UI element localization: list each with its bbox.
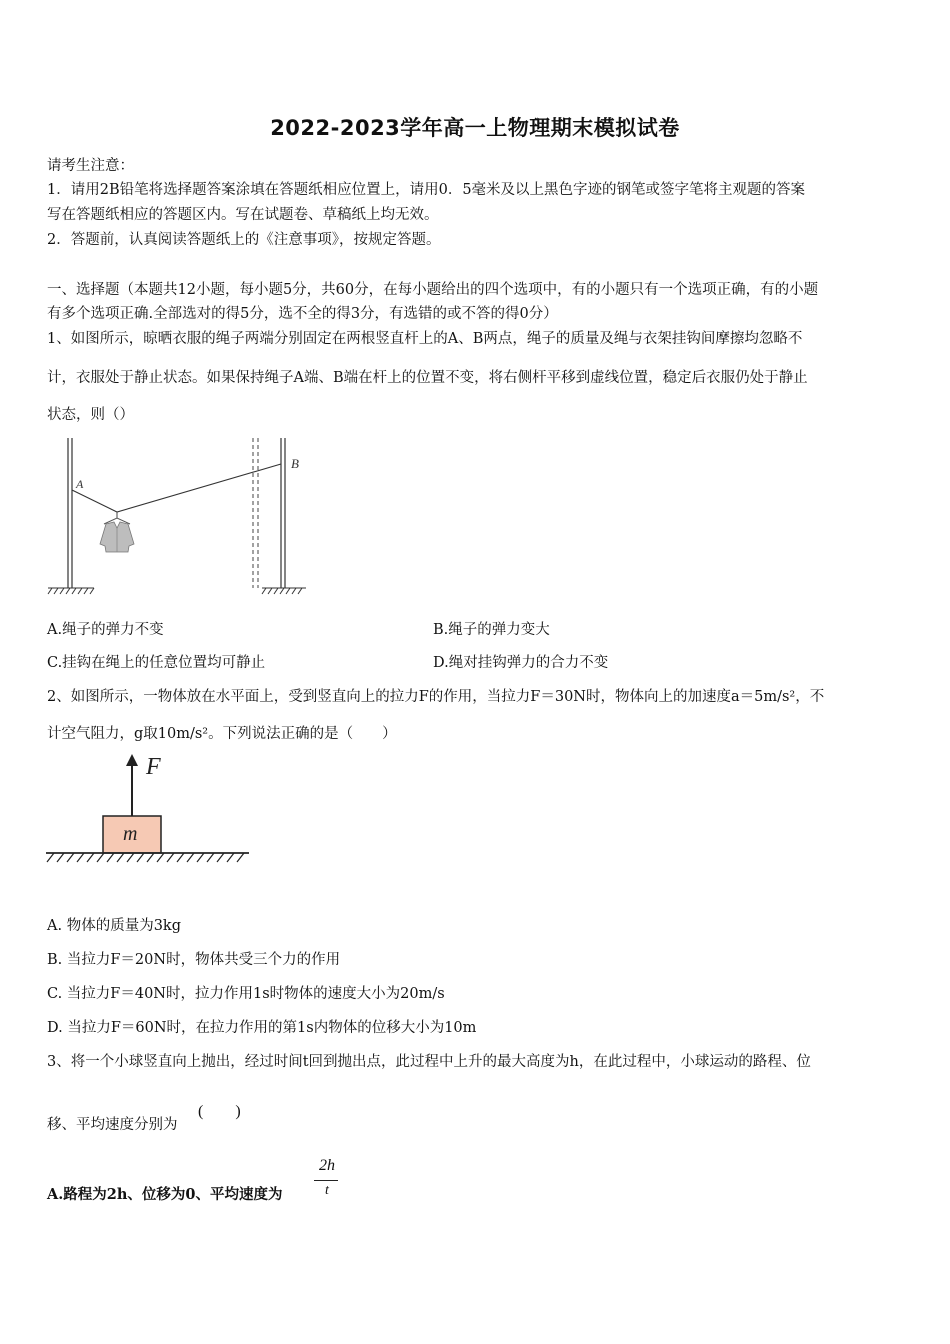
notice-item-2: 2．答题前，认真阅读答题纸上的《注意事项》，按规定答题。 [47,232,441,248]
ground-right [262,588,306,594]
fraction-bar [314,1180,338,1181]
ground-left [48,588,94,594]
label-a: A [76,477,84,491]
rope [72,464,281,512]
q3-line-1: 3、将一个小球竖直向上抛出，经过时间t回到抛出点，此过程中上升的最大高度为h，在此过程中，小球运动的路程、位 [47,1054,811,1070]
section-heading-2: 有多个选项正确.全部选对的得5分，选不全的得3分，有选错的或不答的得0分） [47,306,558,322]
page-title: 2022-2023学年高一上物理期末模拟试卷 [270,116,680,140]
clothes-icon [100,512,134,552]
mass-label: m [123,823,138,845]
q2-block-figure [44,752,254,864]
force-label: F [146,754,161,780]
notice-item-1a: 1．请用2B铅笔将选择题答案涂填在答题纸相应位置上，请用0．5毫米及以上黑色字迹的钢笔或签字笔将主观题的答案 [47,182,806,198]
notice-heading: 请考生注意： [47,158,134,174]
q2-line-2: 计空气阻力，g取10m/s²。下列说法正确的是（ ） [47,726,397,742]
q3-fraction-numerator: 2h [319,1157,335,1174]
notice-item-1b: 写在答题纸相应的答题区内。写在试题卷、草稿纸上均无效。 [47,207,439,223]
q3-line-2: 移、平均速度分别为 [47,1117,178,1133]
q1-clothesline-figure [44,436,314,596]
q1-option-a: A.绳子的弹力不变 [47,622,164,638]
q2-option-a: A. 物体的质量为3kg [47,918,181,934]
q2-option-c: C. 当拉力F＝40N时，拉力作用1s时物体的速度大小为20m/s [47,986,445,1002]
ground-hatches [47,853,244,862]
q3-option-a: A.路程为2h、位移为0、平均速度为 [47,1186,283,1203]
arrow-head-icon [126,754,138,766]
q1-option-d: D.绳对挂钩弹力的合力不变 [433,655,609,671]
q2-line-1: 2、如图所示，一物体放在水平面上，受到竖直向上的拉力F的作用，当拉力F＝30N时，物体向上的加速度a＝5m/s²，不 [47,689,825,705]
q3-fraction-denominator: t [325,1183,329,1198]
q1-option-b: B.绳子的弹力变大 [433,622,550,638]
section-heading-1: 一、选择题（本题共12小题，每小题5分，共60分，在每小题给出的四个选项中，有的小题只有一个选项正确，有的小题 [47,282,819,298]
q1-line-1: 1、如图所示，晾晒衣服的绳子两端分别固定在两根竖直杆上的A、B两点，绳子的质量及绳与衣架挂钩间摩擦均忽略不 [47,331,803,347]
q1-line-3: 状态，则（） [47,407,134,423]
label-b: B [291,456,299,471]
q2-option-d: D. 当拉力F＝60N时，在拉力作用的第1s内物体的位移大小为10m [47,1020,477,1036]
q2-option-b: B. 当拉力F＝20N时，物体共受三个力的作用 [47,952,341,968]
q3-answer-paren: ( ) [198,1103,241,1120]
q1-line-2: 计，衣服处于静止状态。如果保持绳子A端、B端在杆上的位置不变，将右侧杆平移到虚线位置，稳定后衣服仍处于静止 [47,370,808,386]
q1-option-c: C.挂钩在绳上的任意位置均可静止 [47,655,266,671]
